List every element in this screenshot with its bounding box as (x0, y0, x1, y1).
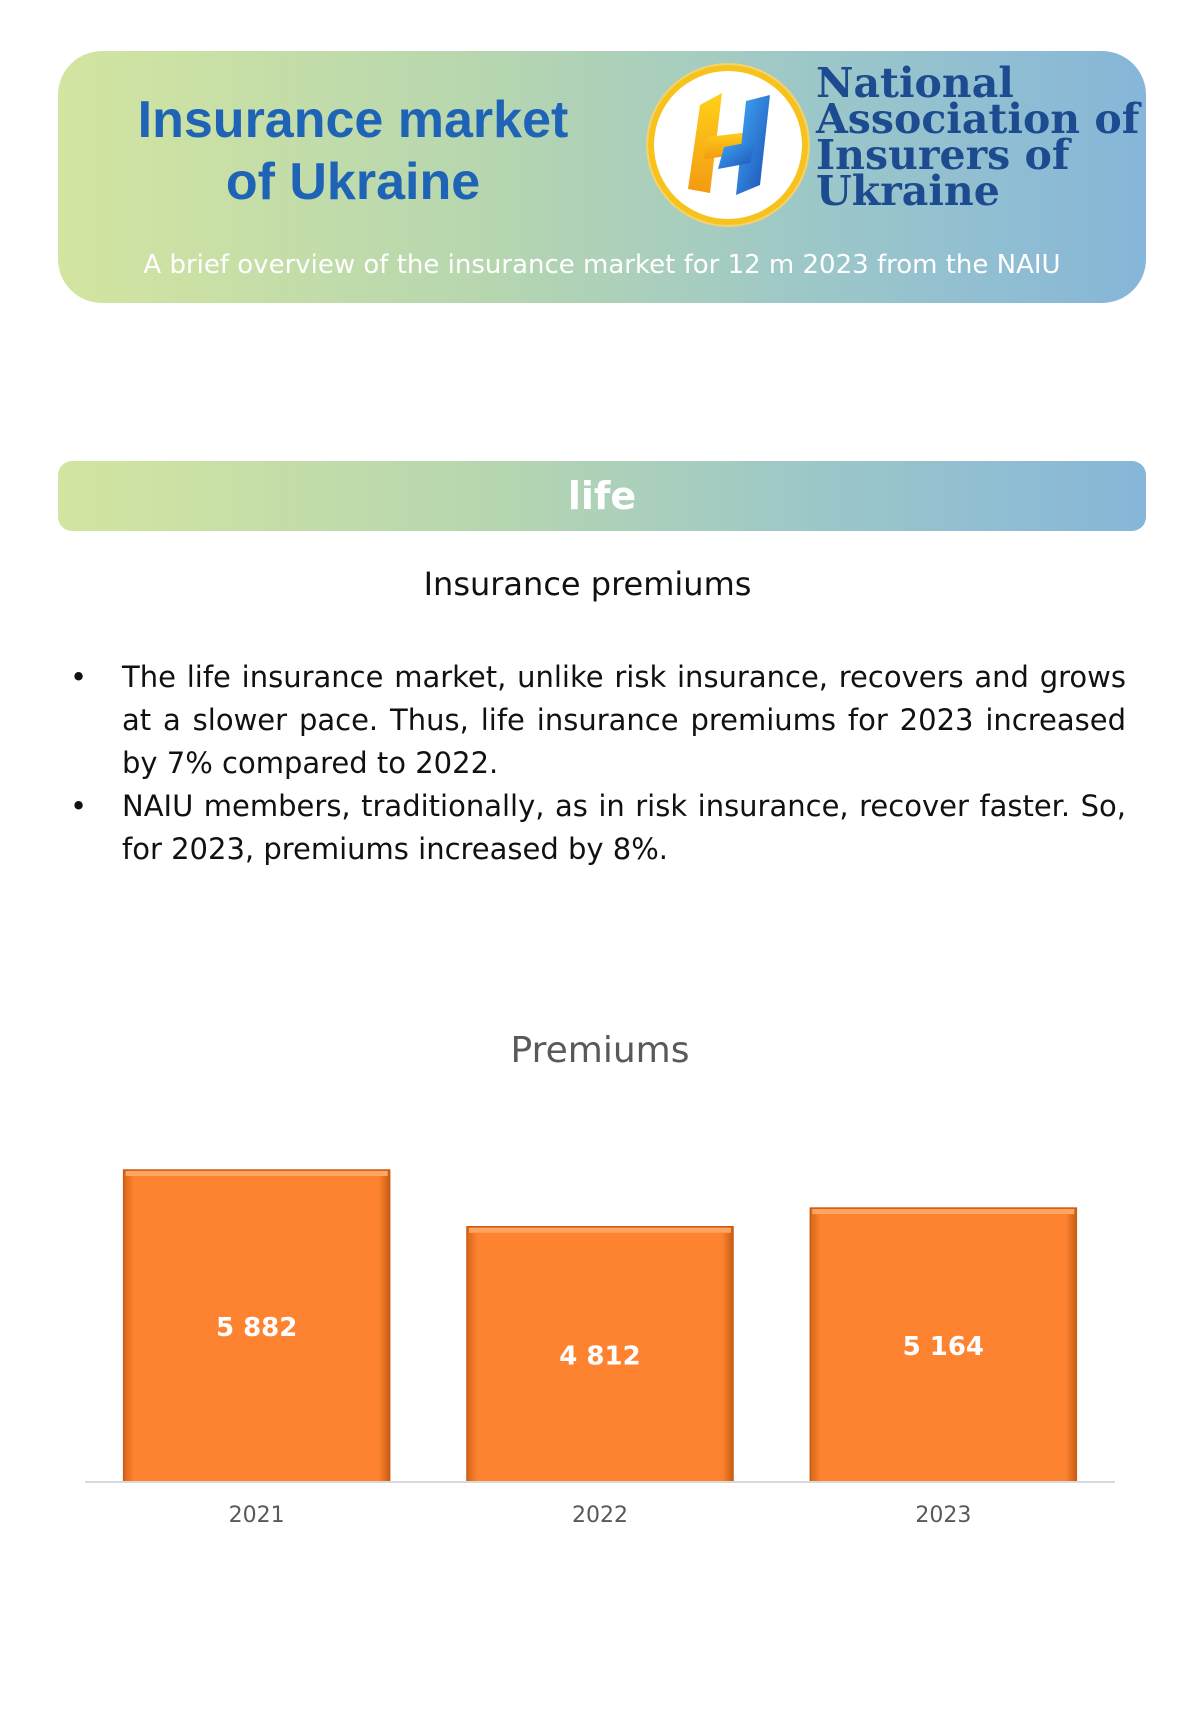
naiu-logo-icon (648, 65, 808, 225)
bar-value-label: 5 164 (902, 1332, 985, 1363)
page-title-line-1: Insurance market (137, 91, 569, 149)
naiu-logo (648, 65, 808, 225)
bullet-icon: • (70, 660, 88, 694)
org-name-line: National (816, 59, 1014, 107)
bullet-item (68, 785, 1126, 871)
bar-highlight (812, 1209, 1074, 1214)
page-title (118, 89, 588, 213)
x-tick-label: 2021 (228, 1503, 285, 1528)
premiums-bar-chart (0, 1020, 1200, 1540)
bullet-text: The life insurance market, unlike risk insurance, recovers and grows at a slower pace. Thus, life insurance premiums for 2023 increased by 7% compared to 2022. (122, 660, 1126, 780)
bullet-icon: • (70, 789, 88, 823)
org-name-line: Association of (816, 95, 1140, 143)
chart-title: Premiums (510, 1030, 690, 1071)
bullet-list (68, 656, 1126, 871)
org-name-line: Ukraine (816, 167, 1000, 215)
bullet-text: NAIU members, traditionally, as in risk insurance, recover faster. So, for 2023, premiums increased by 8%. (122, 789, 1126, 866)
page-title-line-2: of Ukraine (225, 153, 481, 211)
bullet-item (68, 656, 1126, 785)
section-title-bar: life (58, 461, 1146, 531)
bar-value-label: 4 812 (559, 1341, 641, 1372)
bar-value-label: 5 882 (215, 1313, 298, 1343)
x-tick-label: 2023 (915, 1503, 972, 1528)
section-subheading: Insurance premiums (423, 565, 752, 603)
bar-highlight (126, 1171, 388, 1176)
bar-highlight (469, 1228, 731, 1233)
organization-name (816, 59, 1146, 215)
header-banner (58, 51, 1146, 303)
org-name-line: Insurers of (816, 131, 1070, 179)
banner-subtitle: A brief overview of the insurance market for 12 m 2023 from the NAIU (143, 250, 1061, 280)
x-tick-label: 2022 (572, 1503, 628, 1528)
